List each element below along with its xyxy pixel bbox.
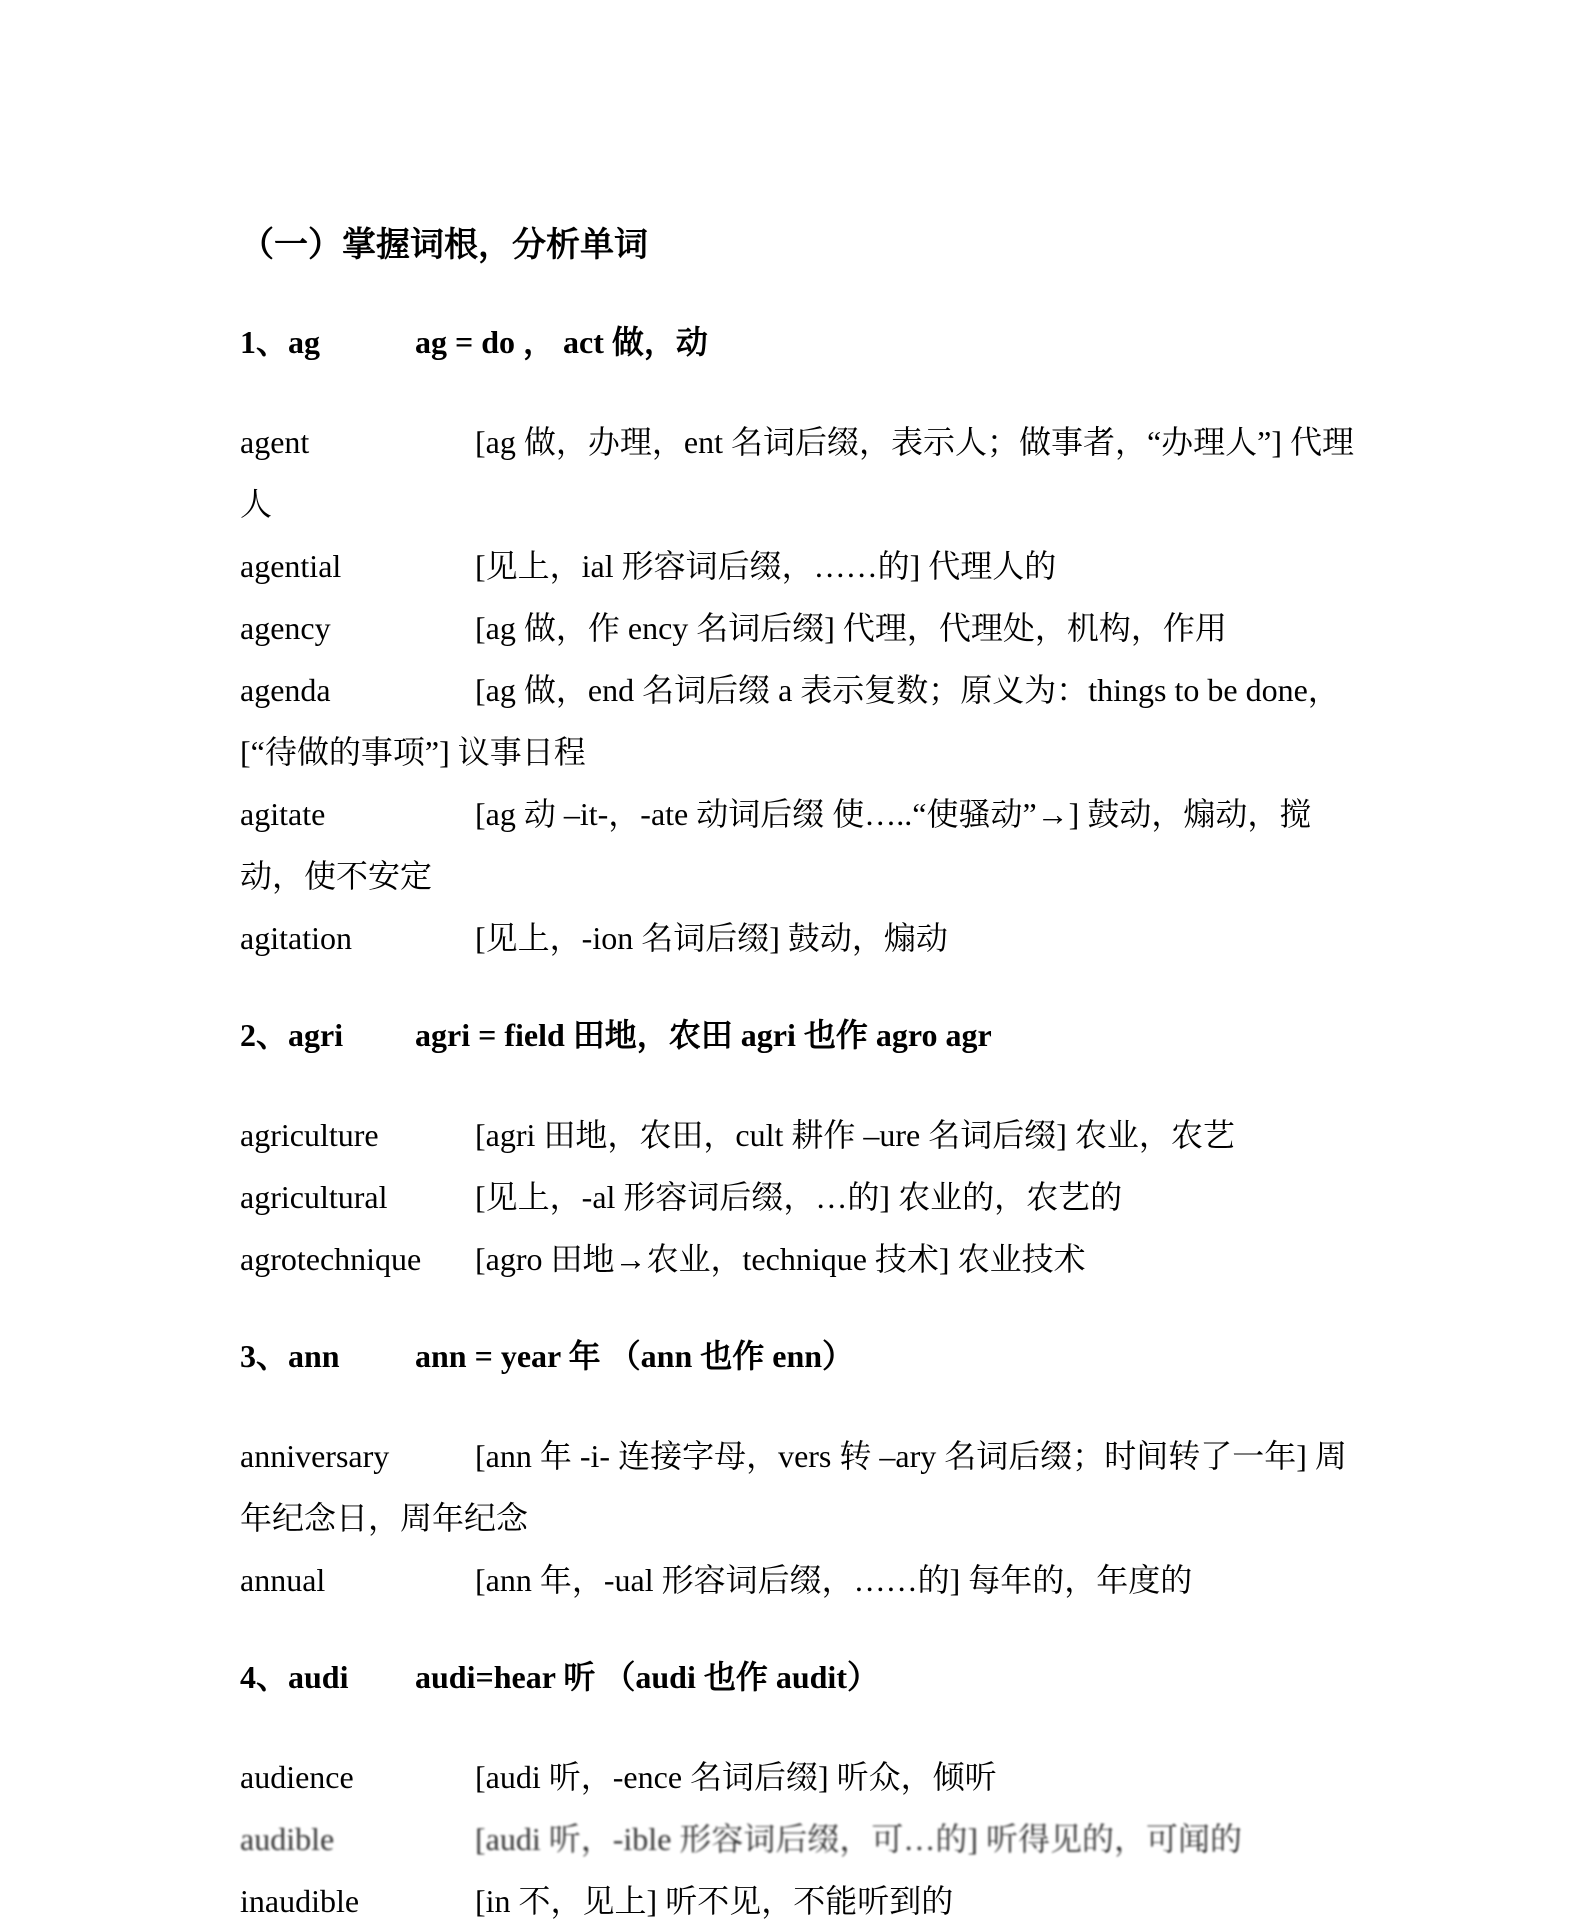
section-number: 1、ag bbox=[240, 324, 321, 360]
entry-row-audience bbox=[240, 1746, 1370, 1808]
entry-definition: [ag 做，办理，ent 名词后缀，表示人；做事者，“办理人”] 代理人 bbox=[240, 424, 1355, 522]
entry-definition: [见上，-al 形容词后缀，…的] 农业的，农艺的 bbox=[475, 1179, 1123, 1215]
entry-row-anniversary bbox=[240, 1425, 1370, 1549]
entry-word: agrotechnique bbox=[240, 1241, 422, 1277]
entry-word: agent bbox=[240, 424, 310, 460]
section-root-meaning: ann = year 年 （ann 也作 enn） bbox=[415, 1338, 855, 1374]
section-agri bbox=[240, 1004, 1587, 1290]
section-number: 2、agri bbox=[240, 1017, 344, 1053]
entry-word: agential bbox=[240, 548, 342, 584]
entry-word: agitate bbox=[240, 796, 326, 832]
entry-definition: [ann 年，-ual 形容词后缀，……的] 每年的，年度的 bbox=[475, 1562, 1193, 1598]
entry-word: agency bbox=[240, 610, 331, 646]
entry-row-agriculture bbox=[240, 1104, 1370, 1166]
section-root-meaning: ag = do ， act 做，动 bbox=[415, 324, 708, 360]
entry-definition: [ann 年 -i- 连接字母，vers 转 –ary 名词后缀；时间转了一年] 周年纪念日，周年纪念 bbox=[240, 1438, 1347, 1536]
entry-row-agrotechnique bbox=[240, 1228, 1370, 1290]
entry-definition: [audi 听，-ible 形容词后缀，可…的] 听得见的，可闻的 bbox=[475, 1821, 1243, 1857]
entry-word: agriculture bbox=[240, 1117, 379, 1153]
entry-row-agitation bbox=[240, 907, 1370, 969]
entry-word: anniversary bbox=[240, 1438, 390, 1474]
entry-definition: [in 不，见上] 听不见，不能听到的 bbox=[475, 1883, 954, 1919]
section-heading-ag bbox=[240, 311, 1587, 373]
entry-definition: [audi 听，-ence 名词后缀] 听众，倾听 bbox=[475, 1759, 997, 1795]
section-number: 3、ann bbox=[240, 1338, 340, 1374]
section-root-meaning: agri = field 田地，农田 agri 也作 agro agr bbox=[415, 1017, 992, 1053]
section-ag bbox=[240, 311, 1587, 969]
entry-definition: [见上，-ion 名词后缀] 鼓动，煽动 bbox=[475, 920, 948, 956]
entry-definition: [ag 做，end 名词后缀 a 表示复数；原义为：things to be done，[“待做的事项”] 议事日程 bbox=[240, 672, 1340, 770]
entry-definition: [见上，ial 形容词后缀，……的] 代理人的 bbox=[475, 548, 1057, 584]
entry-definition: [ag 做，作 ency 名词后缀] 代理，代理处，机构，作用 bbox=[475, 610, 1227, 646]
entry-word: annual bbox=[240, 1562, 326, 1598]
entry-row-agential bbox=[240, 535, 1370, 597]
section-heading-ann bbox=[240, 1325, 1587, 1387]
entry-word: audience bbox=[240, 1759, 354, 1795]
section-number: 4、audi bbox=[240, 1659, 349, 1695]
section-heading-audi bbox=[240, 1646, 1587, 1708]
page-title: （一）掌握词根，分析单词 bbox=[240, 226, 648, 264]
entry-word: agitation bbox=[240, 920, 352, 956]
entry-row-agenda bbox=[240, 659, 1370, 783]
entry-row-annual bbox=[240, 1549, 1370, 1611]
entry-row-audible bbox=[240, 1808, 1370, 1870]
entry-row-inaudible bbox=[240, 1870, 1370, 1932]
entry-word: agenda bbox=[240, 672, 331, 708]
section-ann bbox=[240, 1325, 1587, 1611]
entry-word: inaudible bbox=[240, 1883, 360, 1919]
section-heading-agri bbox=[240, 1004, 1587, 1066]
entry-row-agent bbox=[240, 411, 1370, 535]
entry-word: agricultural bbox=[240, 1179, 388, 1215]
entry-word: audible bbox=[240, 1821, 335, 1857]
section-root-meaning: audi=hear 听 （audi 也作 audit） bbox=[415, 1659, 879, 1695]
entry-definition: [agro 田地→农业，technique 技术] 农业技术 bbox=[475, 1241, 1086, 1277]
section-audi bbox=[240, 1646, 1587, 1932]
entry-definition: [ag 动 –it-，-ate 动词后缀 使…..“使骚动”→] 鼓动，煽动，搅动，使不安定 bbox=[240, 796, 1312, 894]
entry-row-agricultural bbox=[240, 1166, 1370, 1228]
entry-row-agency bbox=[240, 597, 1370, 659]
entry-row-agitate bbox=[240, 783, 1370, 907]
entry-definition: [agri 田地，农田，cult 耕作 –ure 名词后缀] 农业，农艺 bbox=[475, 1117, 1235, 1153]
